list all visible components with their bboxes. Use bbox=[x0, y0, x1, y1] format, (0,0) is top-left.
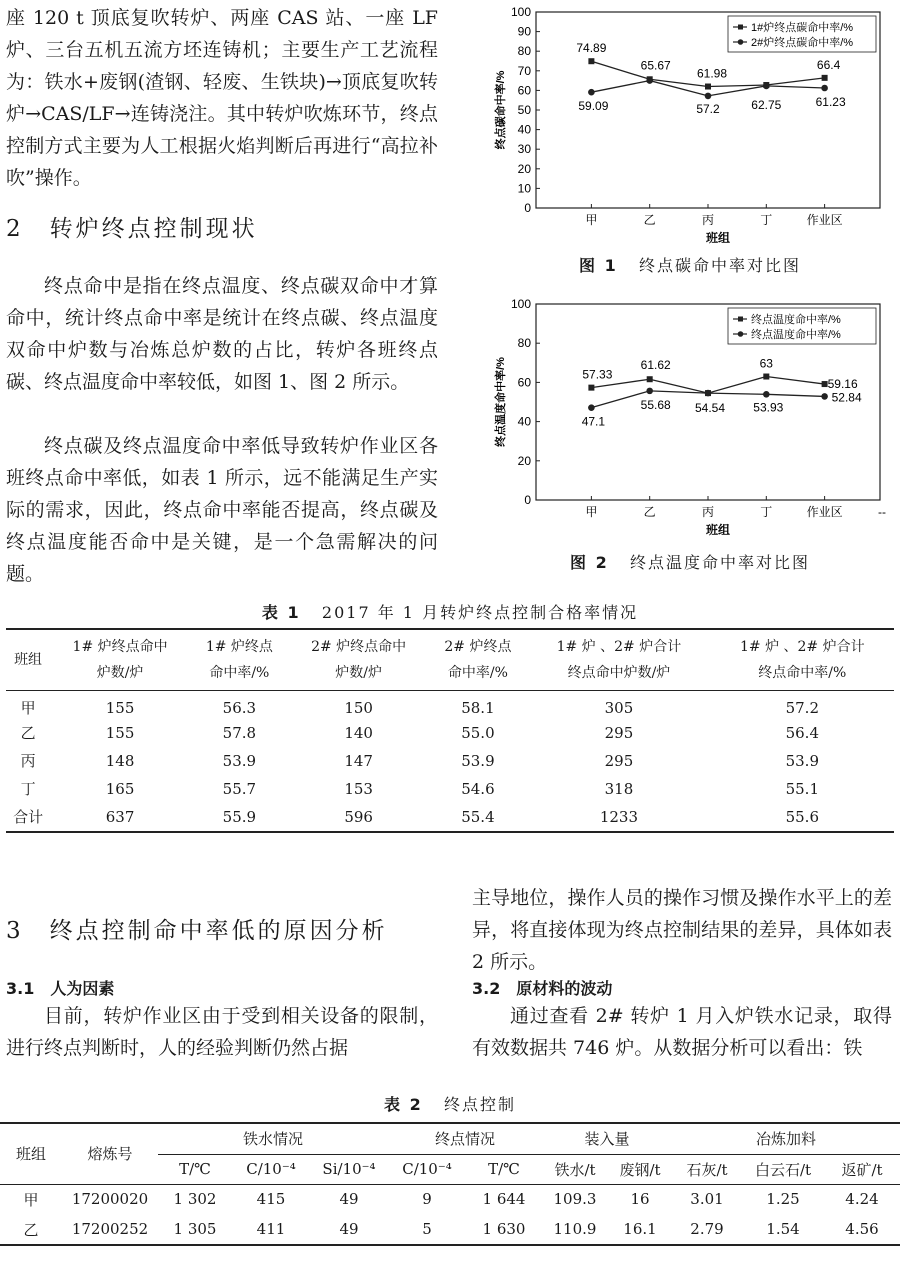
y-tick-label: 80 bbox=[517, 44, 531, 59]
legend-entry: 2#炉终点碳命中率/% bbox=[751, 37, 854, 49]
y-axis-label: 终点碳命中率/% bbox=[495, 70, 507, 150]
figure1-title: 终点碳命中率对比图 bbox=[638, 256, 801, 275]
data-point-circle bbox=[763, 83, 770, 90]
legend-entry: 终点温度命中率/% bbox=[751, 314, 841, 326]
table-cell: 1 302 bbox=[173, 1190, 217, 1209]
figure2-caption bbox=[490, 550, 890, 573]
section3-heading: 3 终点控制命中率低的原因分析 bbox=[6, 918, 388, 944]
data-label: 61.98 bbox=[696, 66, 728, 81]
table2-group-header-4: 装入量 bbox=[542, 1124, 672, 1154]
table-cell: 甲 bbox=[20, 699, 36, 718]
x-tick-label: 甲 bbox=[585, 213, 598, 227]
y-tick-label: 10 bbox=[517, 181, 531, 196]
table1-header-line: 命中率/% bbox=[209, 665, 270, 681]
table-cell: 54.6 bbox=[461, 779, 495, 798]
table1-header-0 bbox=[6, 630, 50, 691]
table-cell: 155 bbox=[105, 723, 135, 742]
table-cell: 49 bbox=[339, 1220, 359, 1238]
data-label: 65.67 bbox=[640, 58, 671, 73]
table-cell: 109.3 bbox=[553, 1190, 597, 1209]
table-cell: 110.9 bbox=[553, 1220, 597, 1238]
table1-header-line: 2# 炉终点命中 bbox=[311, 639, 407, 655]
data-label: 63 bbox=[759, 356, 773, 371]
table2-sub-header-3: C/10⁻⁴ bbox=[402, 1160, 452, 1178]
table-cell: 丙 bbox=[20, 752, 36, 770]
table1-header-4 bbox=[429, 630, 528, 691]
data-point-circle bbox=[705, 93, 712, 100]
section31-heading: 3.1 人为因素 bbox=[6, 979, 115, 998]
table-row bbox=[6, 747, 894, 775]
data-point-circle bbox=[646, 388, 653, 395]
table-cell: 318 bbox=[604, 779, 634, 798]
table-cell: 49 bbox=[339, 1190, 359, 1209]
table1-header-line: 1# 炉终点命中 bbox=[72, 639, 168, 655]
y-tick-label: 80 bbox=[517, 336, 531, 351]
section31-continued: 主导地位，操作人员的操作习惯及操作水平上的差异，将直接体现为终点控制结果的差异，具体如表 2 所示。 bbox=[472, 887, 892, 973]
figure2-title: 终点温度命中率对比图 bbox=[629, 553, 810, 572]
table-cell: 165 bbox=[105, 779, 135, 798]
x-tick-label: 丙 bbox=[701, 213, 715, 227]
data-label: 52.84 bbox=[831, 390, 862, 405]
table-cell: 53.9 bbox=[461, 751, 495, 770]
x-tick-label: 甲 bbox=[585, 505, 598, 519]
table1-header-2 bbox=[190, 630, 289, 691]
table1-caption bbox=[0, 600, 900, 623]
data-label: 66.4 bbox=[816, 57, 841, 72]
table2-sub-header-7: 石灰/t bbox=[686, 1160, 728, 1179]
table1-header-line: 炉数/炉 bbox=[96, 665, 144, 681]
table-cell: 1 630 bbox=[482, 1220, 526, 1238]
data-label: 61.62 bbox=[640, 358, 671, 373]
x-axis-label: 班组 bbox=[705, 231, 731, 245]
data-label: 59.16 bbox=[827, 377, 858, 392]
table1-header-line: 终点命中炉数/炉 bbox=[567, 665, 671, 681]
y-tick-label: 90 bbox=[517, 24, 531, 39]
legend-entry: 终点温度命中率/% bbox=[751, 329, 841, 341]
data-label: 55.68 bbox=[640, 397, 671, 412]
table1-header-1 bbox=[50, 630, 190, 691]
table-row bbox=[6, 719, 894, 747]
table2-number: 表 2 bbox=[384, 1095, 423, 1114]
figure1-number: 图 1 bbox=[579, 256, 618, 275]
x-tick-label: 丙 bbox=[701, 505, 715, 519]
x-tick-label-extra: -- bbox=[878, 505, 886, 519]
data-point-circle bbox=[588, 404, 595, 411]
legend-marker-square bbox=[738, 317, 743, 322]
data-label: 61.23 bbox=[815, 94, 846, 109]
data-point-square bbox=[588, 385, 594, 391]
data-point-square bbox=[647, 376, 653, 382]
x-tick-label: 丁 bbox=[760, 505, 773, 519]
data-point-circle bbox=[588, 89, 595, 96]
data-label: 57.2 bbox=[696, 101, 720, 116]
table-cell: 637 bbox=[105, 807, 135, 826]
data-label: 53.93 bbox=[753, 400, 784, 415]
table1-header-line: 1# 炉终点 bbox=[205, 639, 273, 655]
table-cell: 147 bbox=[344, 751, 373, 770]
section32-para: 通过查看 2# 转炉 1 月入炉铁水记录，取得有效数据共 746 炉。从数据分析可以看出：铁 bbox=[472, 1005, 892, 1059]
table-cell: 53.9 bbox=[222, 751, 257, 770]
y-tick-label: 40 bbox=[517, 414, 531, 429]
legend-entry: 1#炉终点碳命中率/% bbox=[751, 22, 854, 34]
table2-group-header-3: 终点情况 bbox=[388, 1124, 542, 1154]
data-point-circle bbox=[646, 77, 653, 84]
table-cell: 56.4 bbox=[785, 723, 819, 742]
y-tick-label: 0 bbox=[524, 493, 531, 507]
y-axis-label: 终点温度命中率/% bbox=[495, 357, 507, 447]
table-cell: 55.0 bbox=[461, 723, 495, 742]
table-cell: 17200020 bbox=[71, 1190, 149, 1209]
table-cell: 乙 bbox=[20, 724, 36, 742]
table1-number: 表 1 bbox=[261, 603, 301, 622]
table1-header-line: 1# 炉 、2# 炉合计 bbox=[556, 639, 682, 655]
table-cell: 4.24 bbox=[845, 1190, 879, 1209]
table-row bbox=[0, 1214, 900, 1244]
x-axis-label: 班组 bbox=[705, 523, 731, 537]
data-point-square bbox=[822, 75, 828, 81]
data-point-square bbox=[763, 374, 769, 380]
data-point-square bbox=[705, 84, 711, 90]
table1-header-line: 2# 炉终点 bbox=[444, 639, 512, 655]
table-cell: 56.3 bbox=[222, 698, 257, 717]
y-tick-label: 100 bbox=[510, 297, 531, 311]
table1-header-3 bbox=[289, 630, 429, 691]
table1-header-line: 1# 炉 、2# 炉合计 bbox=[739, 639, 865, 655]
table2-sub-header-5: 铁水/t bbox=[554, 1160, 596, 1179]
carbon-hit-rate-chart bbox=[490, 0, 890, 248]
table2-group-header-1: 熔炼号 bbox=[87, 1145, 133, 1164]
table-cell: 58.1 bbox=[461, 698, 495, 717]
data-label: 47.1 bbox=[581, 414, 606, 429]
table-cell: 53.9 bbox=[785, 751, 819, 770]
table-cell: 2.79 bbox=[690, 1220, 724, 1238]
table-cell: 1.54 bbox=[766, 1220, 800, 1238]
y-tick-label: 0 bbox=[524, 201, 531, 215]
table-cell: 295 bbox=[604, 723, 634, 742]
figure2-number: 图 2 bbox=[570, 553, 609, 572]
table-cell: 甲 bbox=[23, 1190, 39, 1209]
table-cell: 295 bbox=[604, 751, 634, 770]
table1-header-line: 终点命中率/% bbox=[758, 665, 847, 681]
legend-marker-circle bbox=[738, 331, 744, 337]
table-cell: 1.25 bbox=[766, 1190, 800, 1209]
section31-para: 目前，转炉作业区由于受到相关设备的限制，进行终点判断时，人的经验判断仍然占据 bbox=[6, 1005, 438, 1059]
table1 bbox=[6, 628, 894, 833]
y-tick-label: 60 bbox=[517, 375, 531, 390]
table-cell: 9 bbox=[422, 1190, 432, 1209]
table2-group-header-5: 冶炼加料 bbox=[672, 1124, 900, 1154]
data-label: 59.09 bbox=[578, 99, 609, 114]
table-cell: 5 bbox=[422, 1220, 432, 1238]
x-tick-label: 丁 bbox=[760, 213, 773, 227]
section2-para1: 终点命中是指在终点温度、终点碳双命中才算命中，统计终点命中率是统计在终点碳、终点温度双命中炉数与冶炼总炉数的占比，转炉各班终点碳、终点温度命中率较低，如图 1、图 2 所示。 bbox=[6, 275, 438, 393]
table-cell: 16.1 bbox=[623, 1220, 657, 1238]
table-cell: 4.56 bbox=[845, 1220, 879, 1238]
table-cell: 55.7 bbox=[222, 779, 257, 798]
table-cell: 596 bbox=[344, 807, 373, 826]
table1-header-5 bbox=[527, 630, 710, 691]
x-tick-label: 作业区 bbox=[806, 213, 843, 227]
y-tick-label: 60 bbox=[517, 83, 531, 98]
table-cell: 57.2 bbox=[785, 698, 819, 717]
table-cell: 17200252 bbox=[71, 1220, 149, 1238]
table2-group-header-2: 铁水情况 bbox=[158, 1124, 388, 1154]
legend-marker-circle bbox=[738, 39, 744, 45]
table-cell: 153 bbox=[344, 779, 373, 798]
table-row bbox=[6, 691, 894, 719]
table2-sub-header-1: C/10⁻⁴ bbox=[246, 1160, 296, 1178]
table-row bbox=[0, 1184, 900, 1214]
y-tick-label: 70 bbox=[517, 63, 531, 78]
temperature-hit-rate-chart bbox=[490, 292, 890, 540]
table2-sub-header-4: T/℃ bbox=[488, 1160, 520, 1178]
figure1-caption bbox=[490, 253, 890, 276]
y-tick-label: 40 bbox=[517, 122, 531, 137]
table1-title: 2017 年 1 月转炉终点控制合格率情况 bbox=[321, 603, 639, 622]
table-row bbox=[6, 803, 894, 831]
table2-sub-header-9: 返矿/t bbox=[841, 1160, 883, 1179]
section2-heading: 2 转炉终点控制现状 bbox=[6, 216, 258, 242]
x-tick-label: 乙 bbox=[643, 213, 656, 227]
data-label: 54.54 bbox=[694, 401, 726, 416]
table-cell: 150 bbox=[344, 698, 373, 717]
table-cell: 140 bbox=[344, 723, 373, 742]
table-row bbox=[6, 775, 894, 803]
y-tick-label: 20 bbox=[517, 453, 531, 468]
table1-header-line: 班组 bbox=[14, 652, 43, 668]
y-tick-label: 30 bbox=[517, 142, 531, 157]
data-label: 57.33 bbox=[582, 367, 613, 382]
table-cell: 丁 bbox=[20, 780, 36, 798]
data-point-circle bbox=[763, 391, 770, 398]
table2-group-header-0: 班组 bbox=[15, 1145, 46, 1164]
table-cell: 55.4 bbox=[461, 807, 495, 826]
table-cell: 148 bbox=[105, 751, 135, 770]
table-cell: 合计 bbox=[13, 808, 44, 826]
table2-sub-header-8: 白云石/t bbox=[754, 1160, 812, 1179]
section2-para2: 终点碳及终点温度命中率低导致转炉作业区各班终点命中率低，如表 1 所示，远不能满足生产实际的需求，因此，终点命中率能否提高，终点碳及终点温度能否命中是关键，是一个急需解决的问题。 bbox=[6, 435, 438, 585]
x-tick-label: 乙 bbox=[643, 505, 656, 519]
intro-paragraph: 座 120 t 顶底复吹转炉、两座 CAS 站、一座 LF 炉、三台五机五流方坯连铸机；主要生产工艺流程为：铁水+废钢(渣钢、轻废、生铁块)→顶底复吹转炉→CAS/LF→连铸浇注。其中转炉吹炼环节，终点控制方式主要为人工根据火焰判断后再进行“高拉补吹”操作。 bbox=[6, 7, 438, 189]
table1-header-line: 命中率/% bbox=[447, 665, 508, 681]
table-cell: 1 305 bbox=[173, 1220, 217, 1238]
data-point-square bbox=[588, 58, 594, 64]
table2-sub-header-2: Si/10⁻⁴ bbox=[322, 1160, 376, 1178]
table2-title: 终点控制 bbox=[443, 1095, 516, 1114]
table-cell: 乙 bbox=[23, 1220, 39, 1239]
table-cell: 55.9 bbox=[222, 807, 257, 826]
y-tick-label: 100 bbox=[510, 5, 531, 19]
table-cell: 415 bbox=[256, 1190, 286, 1209]
data-point-circle bbox=[821, 85, 828, 92]
x-tick-label: 作业区 bbox=[806, 505, 843, 519]
table-cell: 55.6 bbox=[785, 807, 819, 826]
table2-sub-header-6: 废钢/t bbox=[619, 1160, 661, 1179]
table1-header-6 bbox=[711, 630, 894, 691]
data-point-circle bbox=[705, 390, 712, 397]
data-label: 74.89 bbox=[576, 41, 607, 56]
data-label: 62.75 bbox=[751, 98, 782, 113]
table-cell: 155 bbox=[105, 698, 135, 717]
y-tick-label: 20 bbox=[517, 161, 531, 176]
table-cell: 16 bbox=[630, 1190, 650, 1209]
table-cell: 57.8 bbox=[222, 723, 257, 742]
legend-marker-square bbox=[738, 25, 743, 30]
table2-caption bbox=[0, 1092, 900, 1115]
table-cell: 411 bbox=[256, 1220, 286, 1238]
table2-sub-header-0: T/℃ bbox=[179, 1160, 211, 1178]
y-tick-label: 50 bbox=[517, 103, 531, 117]
table-cell: 55.1 bbox=[785, 779, 819, 798]
table-cell: 305 bbox=[604, 698, 634, 717]
table-cell: 1 644 bbox=[482, 1190, 526, 1209]
section32-heading: 3.2 原材料的波动 bbox=[472, 979, 613, 998]
table-cell: 3.01 bbox=[690, 1190, 724, 1209]
table2 bbox=[0, 1122, 900, 1246]
table1-header-line: 炉数/炉 bbox=[335, 665, 382, 681]
table-cell: 1233 bbox=[599, 807, 639, 826]
data-point-circle bbox=[821, 393, 828, 400]
